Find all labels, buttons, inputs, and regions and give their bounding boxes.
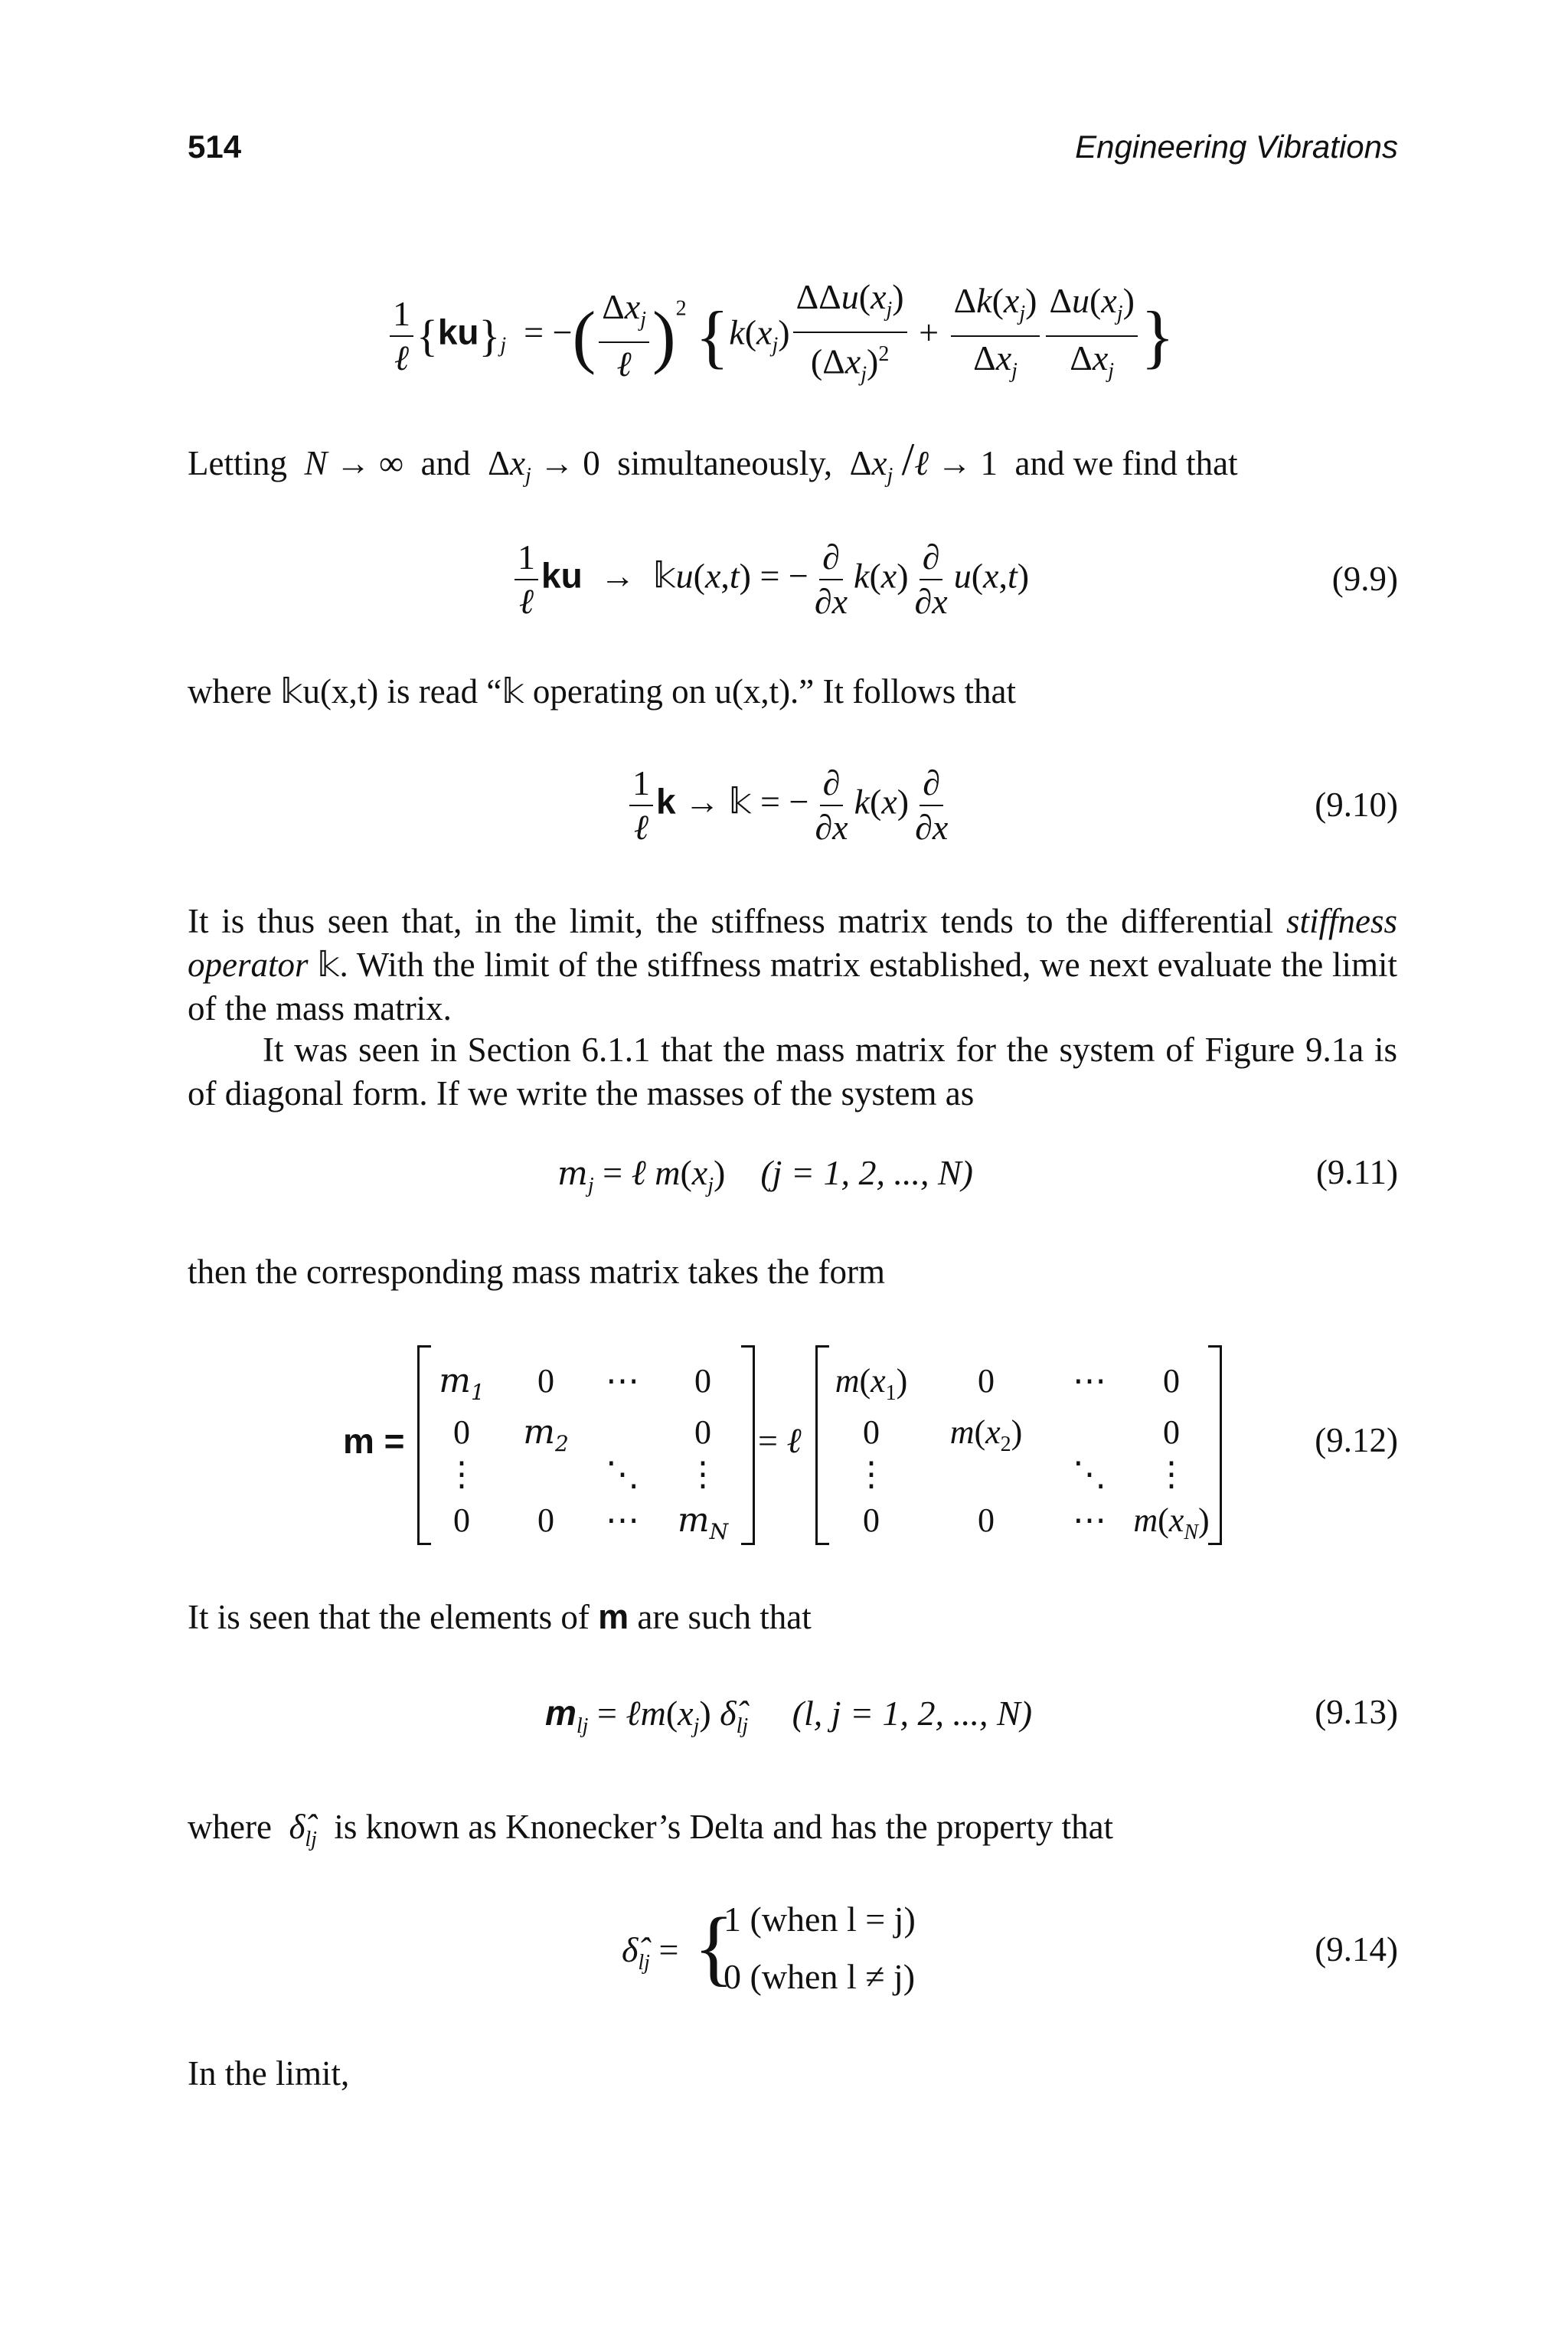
equation-9-14-case1: 1 (when l = j) bbox=[724, 1900, 916, 1939]
paragraph-in-the-limit: In the limit, bbox=[188, 2054, 350, 2093]
text-stiffness-operator: stiffness operator bbox=[188, 902, 1397, 984]
text-such-that: are such that bbox=[637, 1598, 812, 1636]
equation-9-14-case2: 0 (when l ≠ j) bbox=[724, 1957, 916, 1996]
paragraph-elements bbox=[188, 1595, 1397, 1639]
equation-number-9-13: (9.13) bbox=[1315, 1693, 1398, 1731]
paragraph-kronecker: where $\deltâ_{lj}$ is known as Knonecker’s Delta and has the property that bbox=[188, 1808, 1114, 1851]
equation-number-9-10: (9.10) bbox=[1315, 786, 1398, 824]
paragraph-letting: Letting N → ∞ and $\Delta x_j \to 0$ simultaneously, $\Delta x_j$ /ℓ → 1 and we find that bbox=[188, 434, 1238, 488]
equation-number-9-9: (9.9) bbox=[1331, 560, 1398, 598]
paragraph-where-k: where 𝕜u(x,t) is read “𝕜 operating on u(x,t).” It follows that bbox=[188, 672, 1016, 711]
equation-number-9-11: (9.11) bbox=[1315, 1153, 1398, 1191]
page-number: 514 bbox=[188, 129, 242, 165]
equation-9-13-range: (l, j = 1, 2, ..., N) bbox=[792, 1694, 1033, 1733]
equation-number-9-12: (9.12) bbox=[1315, 1421, 1398, 1459]
paragraph-then: then the corresponding mass matrix takes the form bbox=[188, 1253, 886, 1291]
equation-number-9-14: (9.14) bbox=[1315, 1930, 1398, 1968]
running-title: Engineering Vibrations bbox=[1075, 129, 1398, 165]
text-where: where bbox=[188, 1808, 272, 1846]
text-thus-end: 𝕜. With the limit of the stiffness matrix established, we next evaluate the limit of the mass matrix. bbox=[188, 946, 1397, 1028]
text-letting: Letting bbox=[188, 444, 287, 482]
paragraph-thus-seen bbox=[188, 900, 1397, 1031]
text-we-find: and we find that bbox=[1014, 444, 1238, 482]
text-m-bold: m bbox=[598, 1597, 629, 1636]
text-thus: It is thus seen that, in the limit, the stiffness matrix tends to the differential bbox=[188, 902, 1274, 940]
matrix-m-right: $m(x_1)$ 0 ⋯ 0 0 $m(x_2)$ 0 ⋮ ⋱ ⋮ 0 0 ⋯ $m(x_N)$ bbox=[815, 1348, 1222, 1543]
equation-9-11-range: (j = 1, 2, ..., N) bbox=[760, 1153, 973, 1192]
text-and: and bbox=[420, 444, 471, 482]
matrix-m-left: $m_1$ 0 ⋯ 0 0 $m_2$ 0 ⋮ ⋱ ⋮ 0 0 ⋯ $m_N$ bbox=[417, 1348, 755, 1543]
text-elements: It is seen that the elements of bbox=[188, 1598, 590, 1636]
text-simultaneously: simultaneously, bbox=[617, 444, 833, 482]
paragraph-section: It was seen in Section 6.1.1 that the mass matrix for the system of Figure 9.1a is of diagonal form. If we write the masses of the system as bbox=[188, 1031, 1397, 1112]
text-kronecker: is known as Knonecker’s Delta and has the property that bbox=[334, 1808, 1114, 1846]
